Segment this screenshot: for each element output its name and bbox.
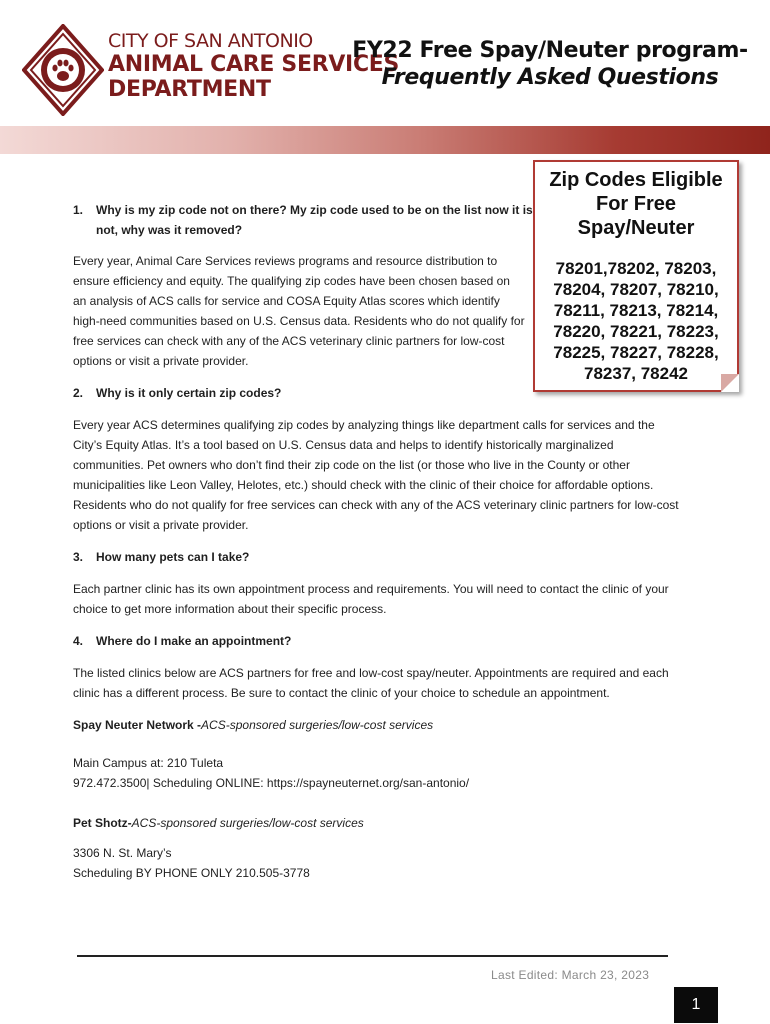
clinic-address: 3306 N. St. Mary’s	[73, 846, 172, 860]
document-title	[350, 38, 750, 90]
zip-codes-list: 78201,78202, 78203, 78204, 78207, 78210, 78211, 78213, 78214, 78220, 78221, 78223, 78225, 78227, 78228, 78237, 78242	[553, 259, 719, 383]
page-curl-corner	[721, 374, 739, 392]
clinic-contact: 972.472.3500| Scheduling ONLINE: https://spayneuternet.org/san-antonio/	[73, 776, 470, 790]
title-line-2: Frequently Asked Questions	[381, 65, 719, 90]
clinic-description: ACS-sponsored surgeries/low-cost services	[131, 816, 364, 830]
faq-question	[73, 383, 679, 403]
clinic-name: Pet Shotz-	[73, 816, 132, 830]
question-number: 3.	[73, 550, 84, 564]
org-line-department-name: ANIMAL CARE SERVICES	[108, 52, 400, 77]
faq-question	[73, 631, 679, 651]
faq-answer: Each partner clinic has its own appointment process and requirements. You will need to contact the clinic of your choice to get more information about their specific process.	[73, 582, 669, 616]
faq-content	[73, 200, 679, 883]
question-text: Where do I make an appointment?	[96, 634, 292, 648]
last-edited-date: Last Edited: March 23, 2023	[491, 968, 650, 982]
clinic-heading	[73, 813, 679, 833]
clinic-name: Spay Neuter Network -	[73, 718, 202, 732]
footer-divider	[77, 955, 668, 957]
faq-question	[73, 200, 548, 240]
question-number: 4.	[73, 634, 84, 648]
faq-answer: Every year, Animal Care Services reviews programs and resource distribution to ensure efficiency and equity. The qualifying zip codes have been chosen based on an analysis of ACS calls for service and COSA Equity Atlas scores which identify high-need communities based on U.S. Census data. Residents who do not qualify for free services can check with any of the ACS veterinary clinic partners for low-cost options or visit a private provider.	[73, 254, 525, 368]
org-line-department: DEPARTMENT	[108, 77, 271, 102]
faq-answer: Every year ACS determines qualifying zip codes by analyzing things like department calls for services and the City’s Equity Atlas. It’s a tool based on U.S. Census data and helps to identify historically marginalized communities. Pet owners who don’t find their zip code on the list (or those who live in the County or other municipalities like Leon Valley, Helotes, etc.) should check with the clinic of their choice for affordable options. Residents who do not qualify for free services can check with any of the ACS veterinary clinic partners for low-cost options or visit a private provider.	[73, 418, 679, 532]
clinic-contact: Scheduling BY PHONE ONLY 210.505-3778	[73, 866, 310, 880]
question-text: Why is my zip code not on there? My zip code used to be on the list now it is not, why was it removed?	[96, 203, 533, 237]
title-line-1: FY22 Free Spay/Neuter program-	[352, 38, 748, 63]
clinic-address: Main Campus at: 210 Tuleta	[73, 756, 224, 770]
page-number: 1	[674, 987, 718, 1023]
question-text: Why is it only certain zip codes?	[96, 386, 282, 400]
question-text: How many pets can I take?	[96, 550, 250, 564]
header-gradient-band	[0, 126, 770, 154]
clinic-description: ACS-sponsored surgeries/low-cost services	[201, 718, 434, 732]
zip-codes-heading: Zip Codes Eligible For Free Spay/Neuter	[549, 169, 723, 239]
question-number: 2.	[73, 386, 84, 400]
faq-answer: The listed clinics below are ACS partners for free and low-cost spay/neuter. Appointments are required and each clinic has a different process. Be sure to contact the clinic of your choice to schedule an appointment.	[73, 666, 669, 700]
paw-print-logo-icon	[22, 24, 104, 116]
question-number: 1.	[73, 203, 84, 217]
clinic-heading	[73, 715, 679, 735]
org-line-city: CITY OF SAN ANTONIO	[108, 30, 313, 52]
faq-question	[73, 547, 679, 567]
